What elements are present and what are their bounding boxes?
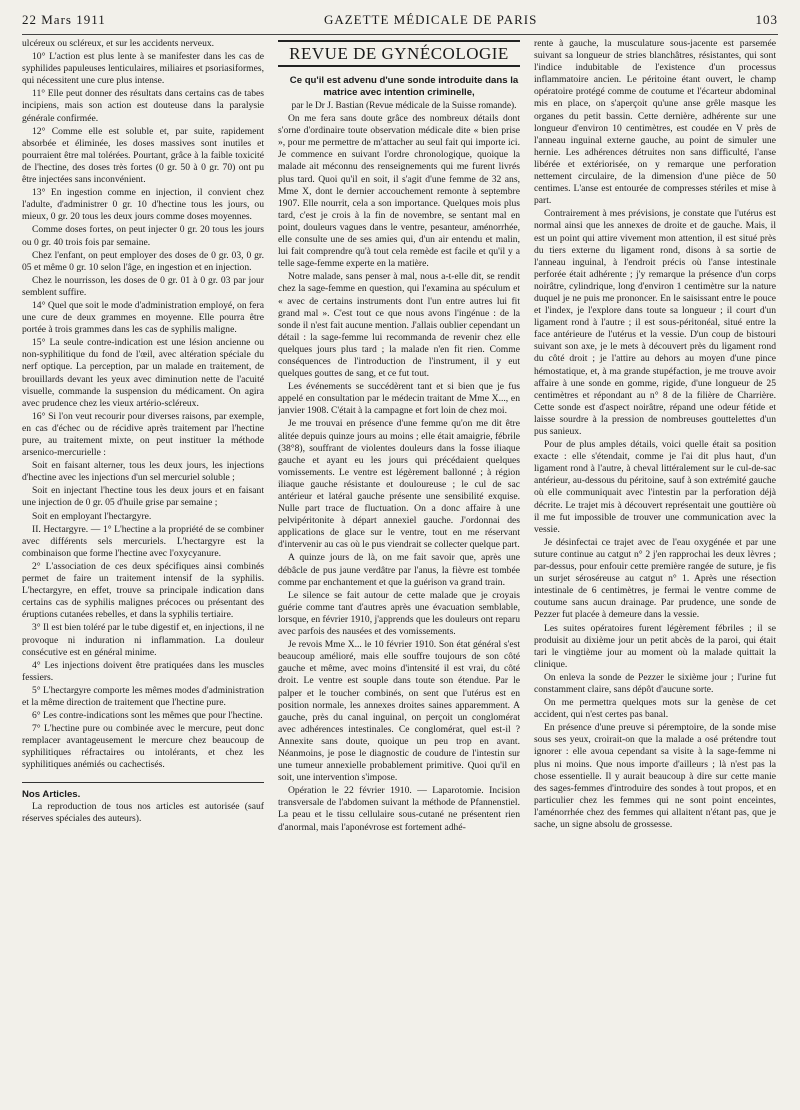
paragraph: Opération le 22 février 1910. — Laparotomie. Incision transversale de l'abdomen suivant la méthode de Pfannenstiel. La peau et le tissu cellulaire sous-cutané ne présentent rien d'anormal, mais l'aponévrose est fortement adhé- (278, 785, 520, 833)
paragraph: 4° Les injections doivent être pratiquées dans les muscles fessiers. (22, 659, 264, 683)
paragraph: Notre malade, sans penser à mal, nous a-t-elle dit, se rendit chez la sage-femme en question, qui l'examina au spéculum et « avec de certains instruments dont l'un entre autres lui fit grand mal ». C'est tout ce que nous avons l'ingénue : de la sonde il n'est fait aucune mention. J'allais oublier cependant un détail : la sage-femme lui recommanda de revenir chez elle quelques jours plus tard ; la malade n'en fit rien. Comme conséquences de l'introduction de l'instrument, il y eut quelques gouttes de sang, et ce fut tout. (278, 271, 520, 380)
paragraph: Chez l'enfant, on peut employer des doses de 0 gr. 03, 0 gr. 05 et même 0 gr. 10 selon l'âge, en ingestion et en injection. (22, 249, 264, 273)
paragraph: ulcéreux ou scléreux, et sur les accidents nerveux. (22, 38, 215, 49)
paragraph: Contrairement à mes prévisions, je constate que l'utérus est normal ainsi que les annexes de droite et de gauche. Mais, il est un point qui attire vivement mon attention, il est situé près du tiers externe du ligament rond, disons à sa sortie de l'anneau inguinal, à l'endroit précis où l'anse intestinale perforée était adhérente ; j'y remarque la présence d'un corps noirâtre, cylindrique, long d'environ 1 centimètre sur la nature duquel je ne puis me prononcer. En le saisissant entre le pouce et l'index, je l'explore dans toute sa longueur ; il court d'un ligament rond à l'autre ; il est sous-péritonéal, situé entre la face antérieure de l'utérus et la vessie. D'un coup de bistouri suivant son axe, je le mets à découvert près du ligament rond du côté droit ; je l'attire au dehors au moyen d'une pince hémostatique, et, à ma grande stupéfaction, je me trouve avoir affaire à une sonde en gomme, rigide, d'une longueur de 25 centimètres et répondant au n° 8 de la filière de Charrière. Cette sonde est d'aspect noirâtre, répand une odeur fétide et laisse sourdre à la pression de nombreuses gouttelettes d'un pus sanieux. (534, 208, 776, 437)
paragraph: A quinze jours de là, on me fait savoir que, après une débâcle de pus jaune verdâtre par l'anus, la fièvre est tombée comme par enchantement et que la guérison va grand train. (278, 552, 520, 588)
paragraph: Soit en employant l'hectargyre. (32, 510, 152, 522)
paragraph: 11° Elle peut donner des résultats dans certains cas de tabes incipiens, mais son action est douteuse dans la paralysie générale confirmée. (22, 88, 264, 124)
article-title: Ce qu'il est advenu d'une sonde introduite dans la matrice avec intention criminelle, (289, 75, 519, 99)
paragraph: 14° Quel que soit le mode d'administration employé, on fera une cure de deux grammes en moyenne. Elle pourra être portée à trois grammes dans les cas de syphilis maligne. (22, 299, 264, 336)
page-number: 103 (755, 12, 778, 27)
paragraph: Le silence se fait autour de cette malade que je croyais guérie comme tant d'autres après une évacuation semblable, lorsque, en février 1910, j'apprends que les douleurs ont reparu avec parfois des nausées et des vomissements. (278, 589, 520, 638)
middle-column-text (278, 113, 520, 834)
paragraph: Les suites opératoires furent légèrement fébriles ; il se produisit au dixième jour un petit abcès de la paroi, qui était tari le vingtième jour au moment où la malade quittait la clinique. (534, 622, 776, 670)
left-column-text (22, 38, 264, 772)
issue-date: 22 Mars 1911 (22, 12, 106, 27)
paragraph: Chez le nourrisson, les doses de 0 gr. 01 à 0 gr. 03 par jour semblent suffire. (22, 274, 264, 298)
paragraph: 7° L'hectine pure ou combinée avec le mercure, peut donc remplacer avantageusement le mercure chez beaucoup de syphilitiques réfractaires ou intolérants, et chez les syphilitiques anémiés ou cachectisés. (22, 723, 264, 771)
notice-divider (22, 782, 264, 783)
paragraph: En présence d'une preuve si péremptoire, de la sonde mise sous ses yeux, croirait-on que la malade a osé prétendre tout ignorer : elle avoua cependant sa visite à la sage-femme ni plus ni moins. Que nous importe d'ailleurs ; là n'est pas la chose essentielle. Il y aurait beaucoup à dire sur cette manie des sages-femmes d'introduire des sondes à tout propos, et en particulier chez les femmes qui ne sont point enceintes, l'aménorrhée chez des femmes qui allaitent n'étant pas, que je sache, un signe absolu de grossesse. (534, 722, 776, 830)
paragraph: Pour de plus amples détails, voici quelle était sa position exacte : elle s'étendait, comme je l'ai dit plus haut, d'un ligament rond à l'autre, à cheval littéralement sur le cul-de-sac antérieur, au-dessous du péritoine, sauf à son extrémité gauche où elle communiquait avec l'intestin par la perforation déjà décrite. Le trajet mis à découvert représentait une gouttière où il me fut impossible de trouver une communication avec la vessie. (534, 439, 776, 535)
paragraph: 10° L'action est plus lente à se manifester dans les cas de syphilides papuleuses lenticulaires, miliaires et psoriasiformes, qui nécessitent une cure plus intense. (22, 51, 264, 87)
paragraph: 15° La seule contre-indication est une lésion ancienne ou non-syphilitique du fond de l'œil, avec altération spéciale du nerf optique. La perception, par un malade en traitement, de brouillards devant les yeux avec diminution nette de l'acuité visuelle, commande la suspension du médicament. On agira avec prudence chez les vieux artério-scléreux. (22, 337, 264, 409)
article-columns (22, 38, 778, 1088)
paragraph: 3° Il est bien toléré par le tube digestif et, en injections, il ne provoque ni induration ni inflammation. La douleur consécutive est en général minime. (22, 622, 264, 658)
journal-title: GAZETTE MÉDICALE DE PARIS (323, 12, 538, 27)
notice-text: La reproduction de tous nos articles est autorisée (sauf réserves spéciales des auteurs). (22, 800, 264, 824)
paragraph: II. Hectargyre. — 1° L'hectine a la propriété de se combiner avec différents sels mercuriels. L'hectargyre est la combinaison que forme l'hectine avec l'oxycyanure. (22, 523, 264, 559)
paragraph: 16° Si l'on veut recourir pour diverses raisons, par exemple, en cas d'échec ou de récidive après traitement par l'hectine pure, au traitement mixte, on peut instituer la méthode arsenico-mercurielle : (22, 410, 264, 459)
notice-heading: Nos Articles. (22, 788, 81, 800)
paragraph: On me fera sans doute grâce des nombreux détails dont s'orne d'ordinaire toute observation médicale dite « bien prise », pour me permettre de m'attacher au seul fait qui importe ici. Je commence en suivant l'ordre chronologique, quoique la malade ait méconnu des renseignements qui me furent livrés plus tard. Quoi qu'il en soit, il s'agit d'une femme de 32 ans, Mme X, dont le dernier accouchement remonte à septembre 1907. Elle nourrit, cela a son importance. Quelques mois plus tard, c'est je crois à la fin de novembre, se sentant mal en point, douleurs vagues dans le ventre, pesanteur, aménorrhée, elle consulte une de ses amies qui, d'un air entendu et malin, lui fait comprendre qu'à tout cela remède est facile et qu'il y a telle sage-femme experte en la matière. (278, 113, 520, 270)
paragraph: Je désinfectai ce trajet avec de l'eau oxygénée et par une suture continue au catgut n° 2 j'en rapprochai les deux lèvres ; par-dessus, pour enfouir cette première rangée de suture, je fis un surjet séroséreuse au catgut n° 1. Après une résection intestinale de 6 centimètres, je fermai le ventre comme de coutume sans aucun drainage. Par prudence, une sonde de Pezzer fut placée à demeure dans la vessie. (534, 536, 776, 621)
paragraph: Soit en faisant alterner, tous les deux jours, les injections d'hectine avec les injections d'un sel mercuriel soluble ; (22, 460, 264, 484)
paragraph: Je revois Mme X... le 10 février 1910. Son état général s'est beaucoup amélioré, mais elle souffre toujours de son côté gauche et même, avec moins d'intensité il est vrai, du côté droit. Le ventre est souple dans toute son étendue. Par le palper et le toucher combinés, on sent que l'utérus est en position normale, les annexes droites saines apparemment. A gauche, près du canal inguinal, on perçoit un conglomérat avec adhérences intestinales. Ce conglomérat, quel est-il ? Annexite sans doute, quoique un peu trop en avant. Néanmoins, je pose le diagnostic de coudure de l'intestin sur une tumeur annexielle probablement primitive. Quoi qu'il en soit, une intervention s'impose. (278, 639, 520, 784)
paragraph: Je me trouvai en présence d'une femme qu'on me dit être alitée depuis quinze jours au moins ; elle était amaigrie, fébrile (38°8), souffrant de violentes douleurs dans la fosse iliaque gauche et ayant eu les jours qui précédaient quelques vomissements. Le ventre est légèrement ballonné ; à région iliaque gauche résistante et douloureuse ; le cul de sac antérieur et latéral gauche présente une sensibilité exquise. Nulle part trace de fluctuation. On a donc affaire à une pelvipéritonite à départ annexiel gauche. J'ordonnai des applications de glace sur le ventre, tout en me réservant d'intervenir au cas où le pus viendrait se collecter quelque part. (278, 418, 520, 551)
paragraph: Les événements se succédèrent tant et si bien que je fus appelé en consultation par le médecin traitant de Mme X..., en janvier 1908. C'était à la campagne et fort loin de chez moi. (278, 381, 520, 417)
paragraph: 13° En ingestion comme en injection, il convient chez l'adulte, d'administrer 0 gr. 10 d'hectine tous les jours, ou mieux, 0 gr. 20 tous les deux jours comme doses moyennes. (22, 187, 264, 223)
right-column (534, 38, 776, 1088)
section-rubric: REVUE DE GYNÉCOLOGIE (278, 40, 520, 67)
article-byline: par le Dr J. Bastian (Revue médicale de la Suisse romande). (291, 101, 517, 112)
paragraph: On me permettra quelques mots sur la genèse de cet accident, qui n'est certes pas banal. (534, 697, 776, 721)
left-column (22, 38, 264, 1088)
paragraph: rente à gauche, la musculature sous-jacente est parsemée suivant sa longueur de stries blanchâtres, résistantes, qui sont l'indice indubitable de l'existence d'un processus inflammatoire ancien. Le péritoine étant ouvert, le champ opératoire protégé comme de coutume et l'écarteur abdominal mis en place, on s'aperçoit qu'une anse grêle masque les organes du petit bassin. Cette dernière, adhérente sur une longueur d'environ 10 centimètres, est coudée en V près de l'anneau inguinal externe gauche, au point de simuler une hernie. Les adhérences détruites non sans difficulté, l'anse libérée et extériorisée, on y remarque une perforation nettement circulaire, de la dimension d'une pièce de 50 centimes. L'anse est entourée de compresses stériles et mise à part. (534, 38, 776, 207)
page-header (22, 6, 778, 35)
paragraph: Comme doses fortes, on peut injecter 0 gr. 20 tous les jours ou 0 gr. 40 trois fois par semaine. (22, 224, 264, 248)
paragraph: 12° Comme elle est soluble et, par suite, rapidement absorbée et éliminée, les doses massives sont inutiles et pourraient être mal tolérées. Pourtant, grâce à la faible toxicité de l'hectine, des doses très fortes (0 gr. 50 à 0 gr. 70) ont pu être injectées sans inconvénient. (22, 125, 264, 186)
paragraph: 5° L'hectargyre comporte les mêmes modes d'administration et la même direction de traitement que l'hectine pure. (22, 684, 264, 708)
right-column-text (534, 38, 776, 831)
middle-column (278, 38, 520, 1088)
paragraph: Soit en injectant l'hectine tous les deux jours et en faisant une injection de 0 gr. 05 d'huile grise par semaine ; (22, 485, 264, 509)
paragraph: 2° L'association de ces deux spécifiques ainsi combinés permet de faire un traitement intensif de la syphilis. L'hectargyre, en effet, trouve sa principale indication dans certains cas de syphilis malignes précoces ou présentant des éruptions cutanées rebelles, et dans la syphilis tertiaire. (22, 560, 264, 621)
paragraph: 6° Les contre-indications sont les mêmes que pour l'hectine. (32, 710, 263, 722)
paragraph: On enleva la sonde de Pezzer le sixième jour ; l'urine fut constamment claire, sans dépôt d'aucune sorte. (534, 671, 776, 695)
